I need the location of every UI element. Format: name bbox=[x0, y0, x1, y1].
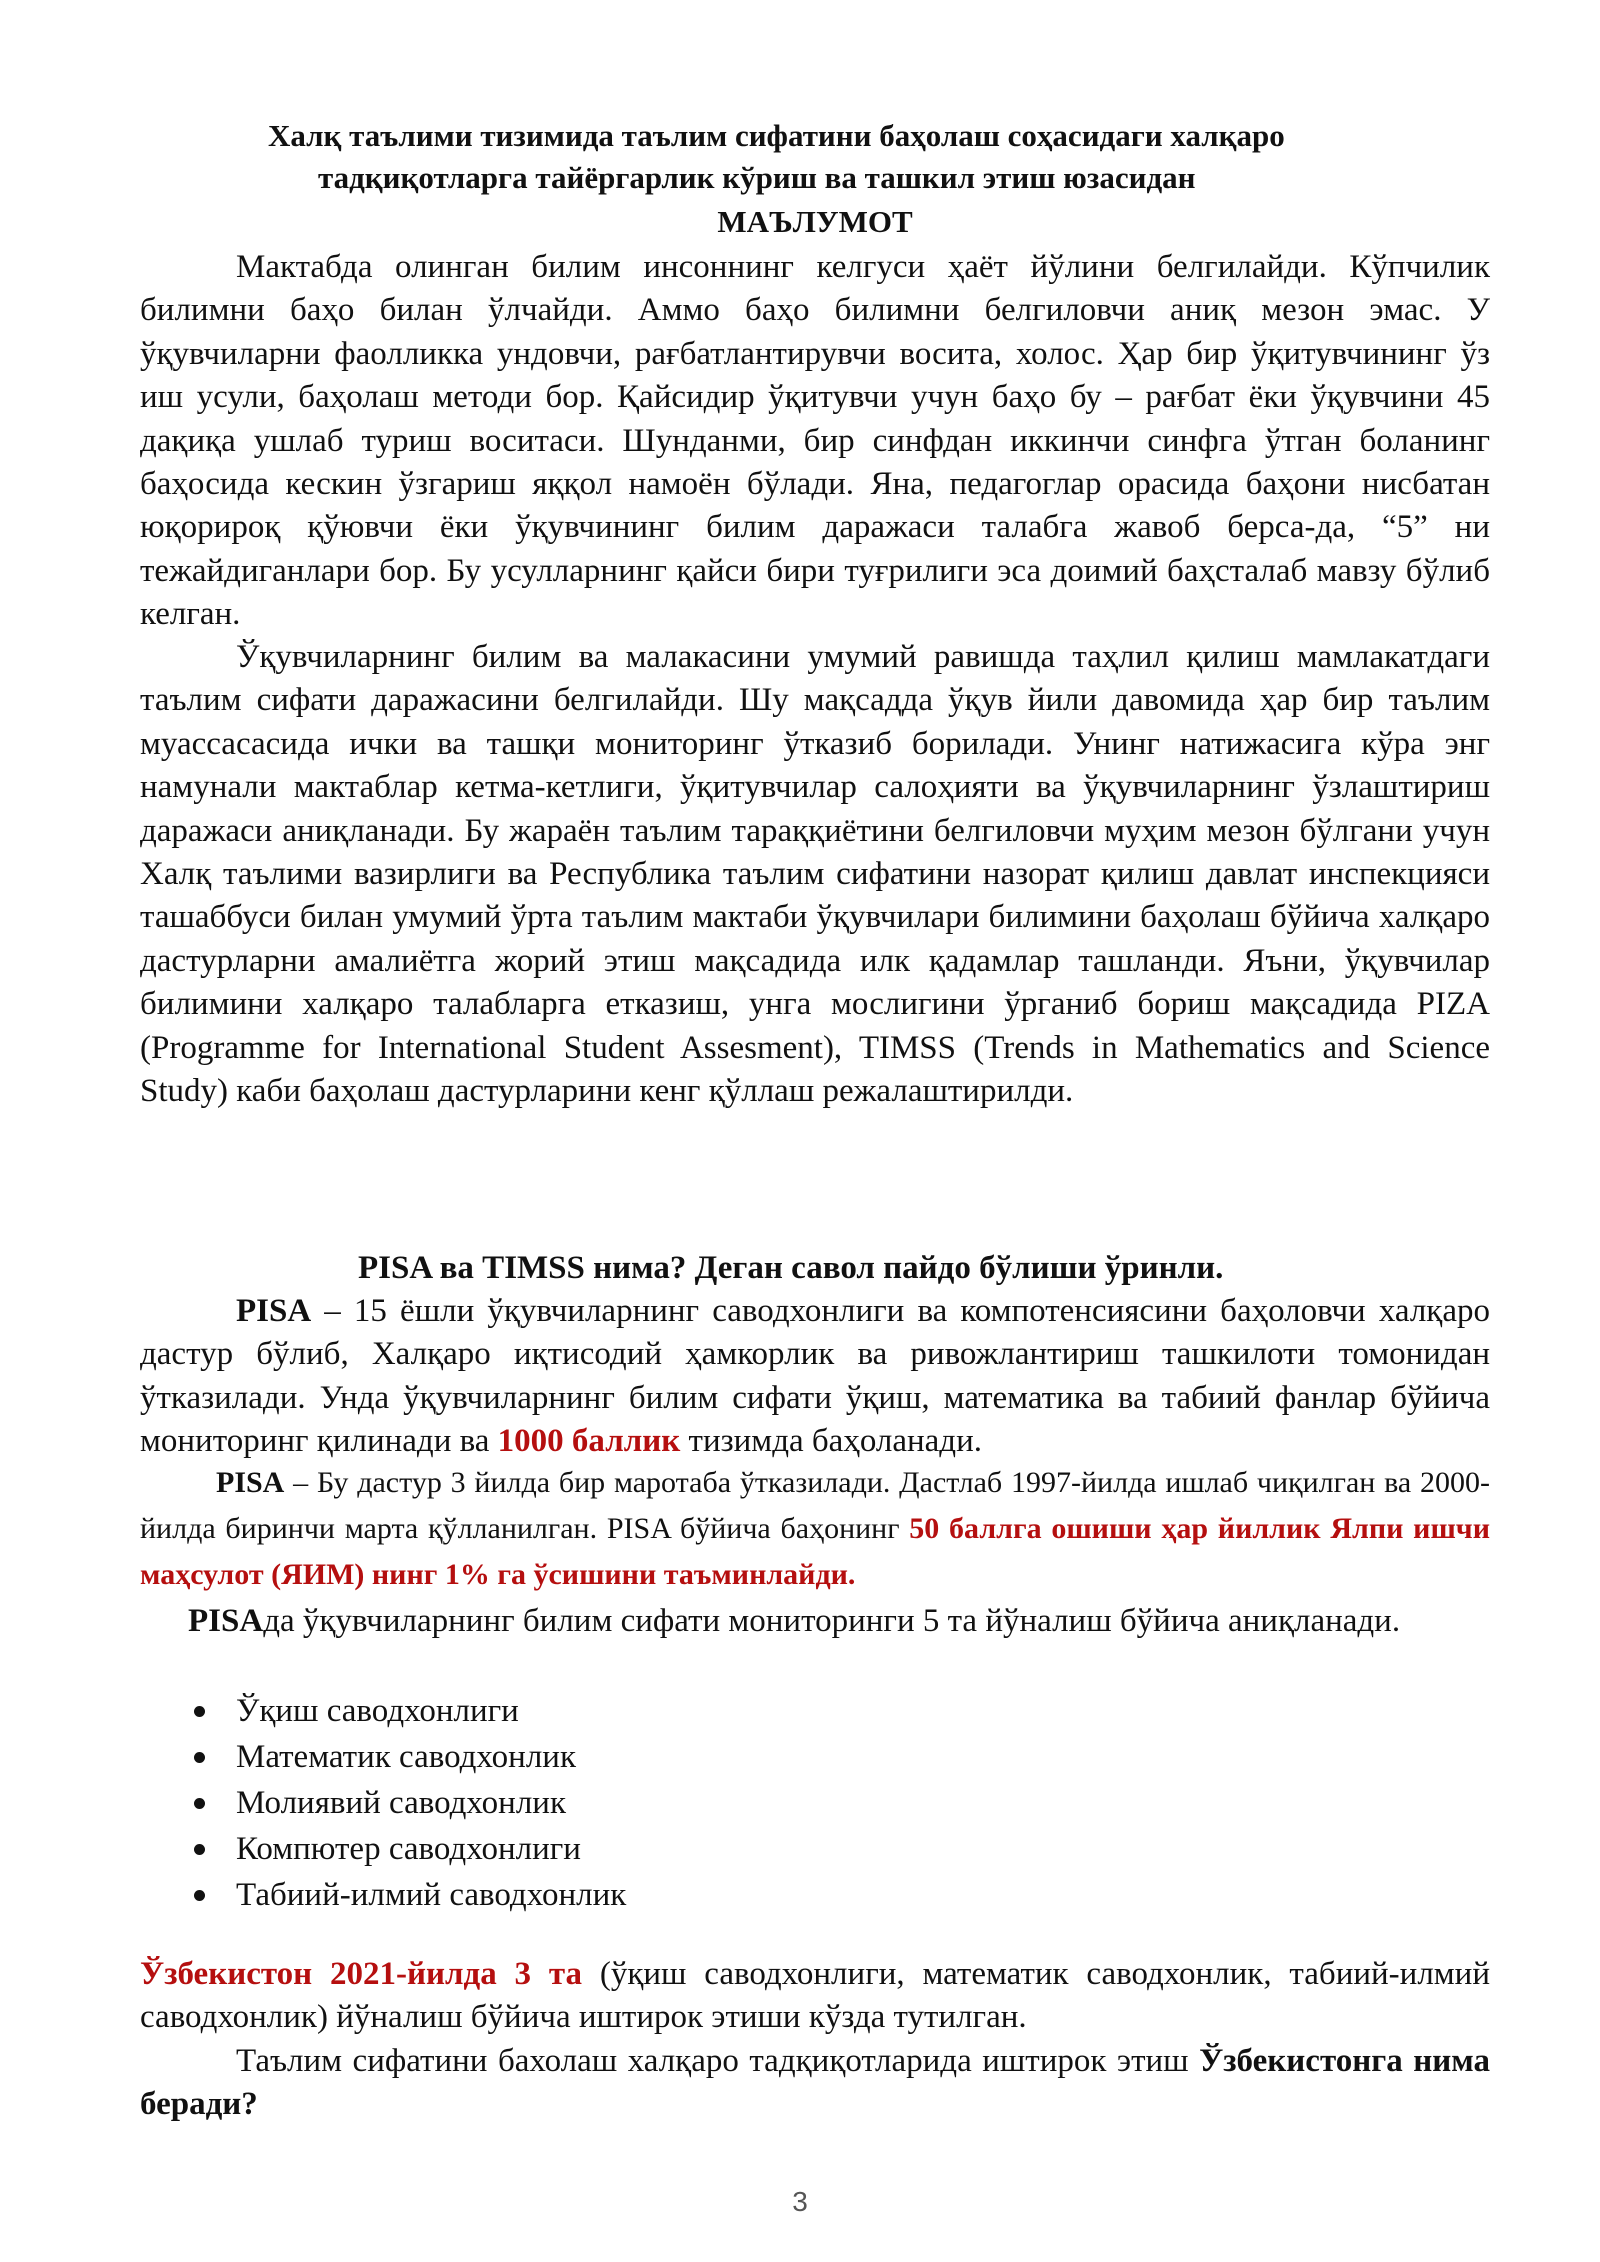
paragraph-pisa-directions bbox=[140, 1600, 1490, 1643]
document-title-heading: МАЪЛУМОТ bbox=[717, 204, 913, 239]
list-item bbox=[140, 1826, 1440, 1872]
list-item bbox=[140, 1780, 1440, 1826]
bullet-icon bbox=[194, 1752, 205, 1763]
highlight-text: 1000 баллик bbox=[497, 1423, 681, 1460]
highlight-text: 50 баллга ошиши ҳар йиллик Ялпи ишчи маҳсулот (ЯИМ) нинг 1% га ўсишини таъминлайди. bbox=[140, 1512, 1490, 1591]
list-item-label: Табиий-илмий саводхонлик bbox=[236, 1877, 627, 1913]
bullet-icon bbox=[194, 1890, 205, 1901]
page-number: 3 bbox=[792, 2186, 808, 2217]
paragraph-text: – Бу дастур 3 йилда бир маротаба ўтказилади. Дастлаб 1997-йилда ишлаб чиқилган ва 2000-йилда биринчи марта қўлланилган. PISA бўйича баҳонинг bbox=[140, 1466, 1490, 1545]
paragraph-text: да ўқувчиларнинг билим сифати мониторинги 5 та йўналиш бўйича аниқланади. bbox=[263, 1603, 1401, 1639]
document-title-line-2: тадқиқотларга тайёргарлик кўриш ва ташкил этиш юзасидан bbox=[318, 160, 1196, 195]
paragraph-uzbekistan-2021 bbox=[140, 1953, 1490, 2040]
paragraph-text: – 15 ёшли ўқувчиларнинг саводхонлиги ва компотенсиясини баҳоловчи халқаро дастур бўлиб, Халқаро иқтисодий ҳамкорлик ва ривожлантириш ташкилоти томонидан ўтказилади. Унда ўқувчиларнинг билим сифати ўқиш, математика ва табиий фанлар бўйича мониторинг қилинади ва bbox=[140, 1293, 1490, 1460]
paragraph-pisa-frequency bbox=[140, 1460, 1490, 1598]
literacy-list bbox=[140, 1688, 1440, 1918]
question-bold: Ўзбекистонга нима беради? bbox=[140, 2043, 1490, 2123]
bullet-icon bbox=[194, 1706, 205, 1717]
list-item-label: Молиявий саводхонлик bbox=[236, 1785, 566, 1821]
list-item bbox=[140, 1734, 1440, 1780]
paragraph-text: тизимда баҳоланади. bbox=[680, 1423, 983, 1460]
list-item bbox=[140, 1872, 1440, 1918]
highlight-text: Ўзбекистон 2021-йилда 3 та bbox=[140, 1956, 582, 1992]
paragraph-text: (ўқиш саводхонлиги, математик саводхонлик, табиий-илмий саводхонлик) йўналиш бўйича иштирок этиши кўзда тутилган. bbox=[140, 1956, 1490, 2036]
document-title-line-1: Халқ таълими тизимида таълим сифатини баҳолаш соҳасидаги халқаро bbox=[268, 118, 1285, 153]
bullet-icon bbox=[194, 1798, 205, 1809]
list-item bbox=[140, 1688, 1440, 1734]
bullet-icon bbox=[194, 1844, 205, 1855]
paragraph-text: Таълим сифатини бахолаш халқаро тадқиқотларида иштирок этиш bbox=[236, 2043, 1200, 2079]
paragraph-question bbox=[140, 2040, 1490, 2127]
section-subheading: PISA ва TIMSS нима? Деган савол пайдо бўлиши ўринли. bbox=[358, 1250, 1224, 1286]
pisa-lead: PISA bbox=[188, 1603, 264, 1639]
list-item-label: Математик саводхонлик bbox=[236, 1739, 576, 1775]
pisa-lead: PISA bbox=[216, 1466, 285, 1499]
list-item-label: Компютер саводхонлиги bbox=[236, 1831, 581, 1867]
paragraph-monitoring: Ўқувчиларнинг билим ва малакасини умумий равишда таҳлил қилиш мамлакатдаги таълим сифати даражасини белгилайди. Шу мақсадда ўқув йили давомида ҳар бир таълим муассасасида ички ва ташқи мониторинг ўтказиб борилади. Унинг натижасига кўра энг намунали мактаблар кетма-кетлиги, ўқитувчилар салоҳияти ва ўқувчиларнинг ўзлаштириш даражаси аниқланади. Бу жараён таълим тараққиётини белгиловчи муҳим мезон бўлгани учун Халқ таълими вазирлиги ва Республика таълим сифатини назорат қилиш давлат инспекцияси ташаббуси билан умумий ўрта таълим мактаби ўқувчилари билимини баҳолаш бўйича халқаро дастурларни амалиётга жорий этиш мақсадида илк қадамлар ташланди. Яъни, ўқувчилар билимини халқаро талабларга етказиш, унга мослигини ўрганиб бориш мақсадида PIZA (Programme for International Student Assesment), TIMSS (Trends in Mathematics and Science Study) каби баҳолаш дастурларини кенг қўллаш режалаштирилди. bbox=[140, 639, 1490, 1110]
paragraph-pisa-definition bbox=[140, 1290, 1490, 1464]
paragraph-intro: Мактабда олинган билим инсоннинг келгуси ҳаёт йўлини белгилайди. Кўпчилик билимни баҳо билан ўлчайди. Аммо баҳо билимни белгиловчи аниқ мезон эмас. У ўқувчиларни фаолликка ундовчи, рағбатлантирувчи восита, холос. Ҳар бир ўқитувчининг ўз иш усули, баҳолаш методи бор. Қайсидир ўқитувчи учун баҳо бу – рағбат ёки ўқувчини 45 дақиқа ушлаб туриш воситаси. Шунданми, бир синфдан иккинчи синфга ўтган боланинг баҳосида кескин ўзгариш яққол намоён бўлади. Яна, педагоглар орасида баҳони нисбатан юқорироқ қўювчи ёки ўқувчининг билим даражаси талабга жавоб берса-да, “5” ни тежайдиганлари бор. Бу усулларнинг қайси бири туғрилиги эса доимий баҳсталаб мавзу бўлиб келган. bbox=[140, 249, 1490, 633]
list-item-label: Ўқиш саводхонлиги bbox=[236, 1693, 519, 1729]
pisa-lead: PISA bbox=[236, 1293, 312, 1329]
